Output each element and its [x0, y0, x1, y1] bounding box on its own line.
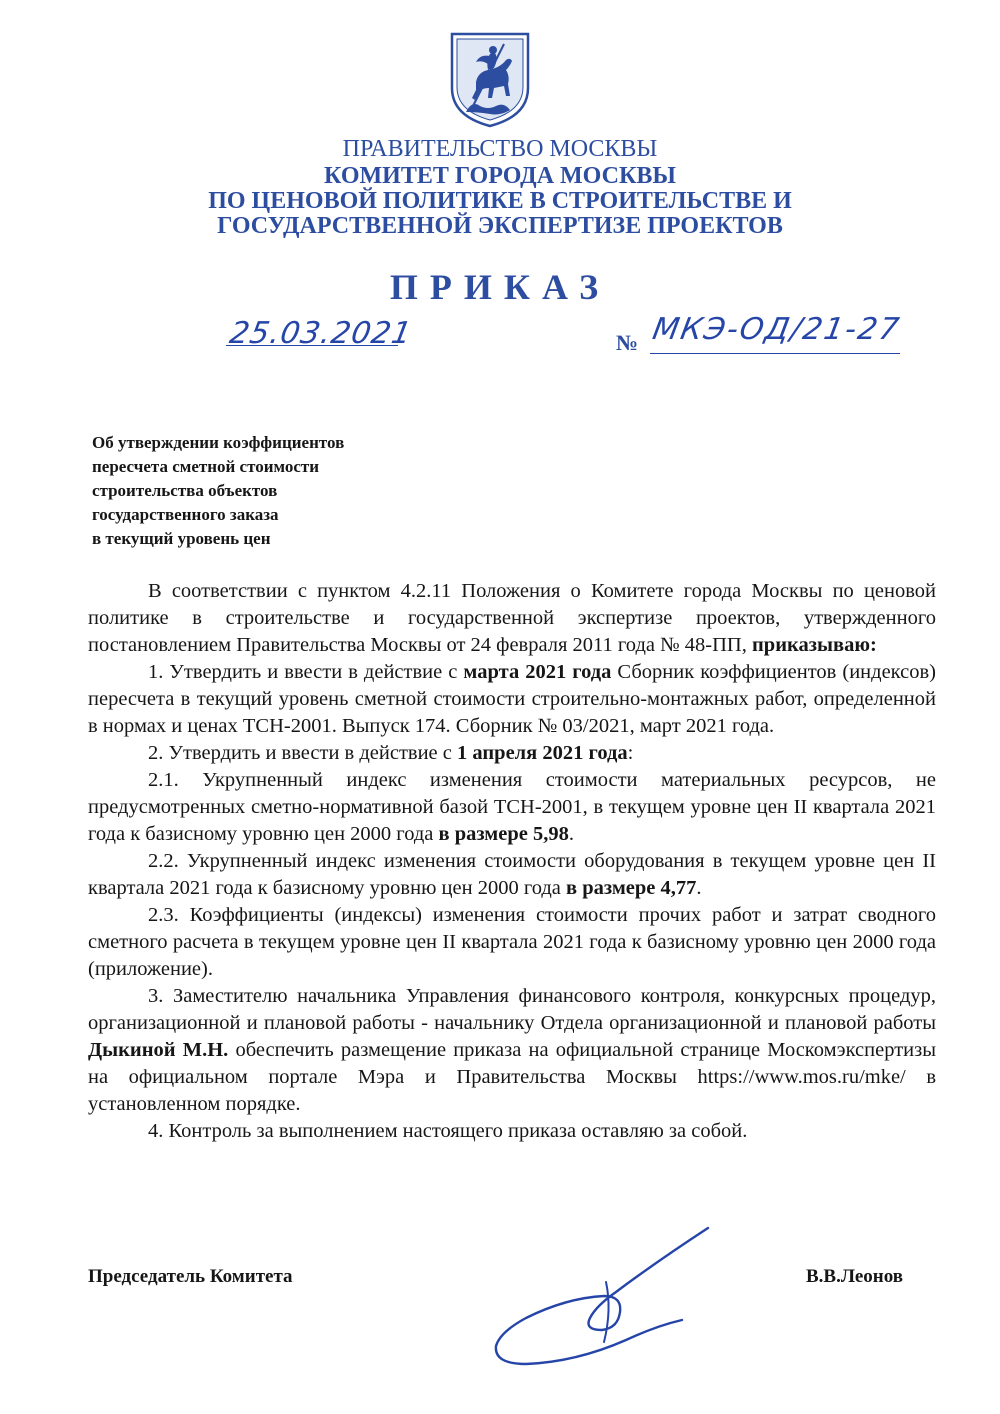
- item-4-paragraph: 4. Контроль за выполнением настоящего приказа оставляю за собой.: [148, 1120, 748, 1142]
- order-body: [88, 578, 936, 1145]
- item-2-paragraph: 2. Утвердить и ввести в действие с 1 апреля 2021 года:: [148, 742, 634, 764]
- item-2-1-paragraph: 2.1. Укрупненный индекс изменения стоимости материальных ресурсов, не предусмотренных сметно-нормативной базой ТСН-2001, в текущем уровне цен II квартала 2021 года к базисному уровню цен 2000 года в размере 5,98.: [88, 769, 936, 845]
- committee-header-line1: КОМИТЕТ ГОРОДА МОСКВЫ: [324, 163, 676, 189]
- signatory-name: В.В.Леонов: [806, 1266, 904, 1287]
- subject-line: государственного заказа: [92, 505, 279, 524]
- handwritten-signature-icon: [486, 1222, 726, 1372]
- order-date: 25.03.2021: [226, 316, 415, 351]
- order-number: МКЭ-ОД/21-27: [649, 312, 904, 347]
- item-3-paragraph: 3. Заместителю начальника Управления финансового контроля, конкурсных процедур, организационной и плановой работы - начальнику Отдела организационной и плановой работы Дыкиной М.Н. обеспечить размещение приказа на официальной странице Москомэкспертизы на официальном портале Мэра и Правительства Москвы https://www.mos.ru/mke/ в установленном порядке.: [88, 985, 936, 1115]
- subject-line: Об утверждении коэффициентов: [92, 433, 345, 452]
- item-1-paragraph: 1. Утвердить и ввести в действие с марта 2021 года Сборник коэффициентов (индексов) пересчета в текущий уровень сметной стоимости строительно-монтажных работ, определенной в нормах и ценах ТСН-2001. Выпуск 174. Сборник № 03/2021, март 2021 года.: [88, 661, 936, 737]
- preamble-paragraph: В соответствии с пунктом 4.2.11 Положения о Комитете города Москвы по ценовой политике в строительстве и государственной экспертизе проектов, утвержденного постановлением Правительства Москвы от 24 февраля 2011 года № 48-ПП, приказываю:: [88, 580, 936, 656]
- number-underline: [650, 353, 900, 354]
- moscow-coat-of-arms-icon: [448, 30, 532, 128]
- subject-line: пересчета сметной стоимости: [92, 457, 320, 476]
- subject-line: строительства объектов: [92, 481, 278, 500]
- committee-header-line3: ГОСУДАРСТВЕННОЙ ЭКСПЕРТИЗЕ ПРОЕКТОВ: [217, 213, 783, 239]
- item-2-3-paragraph: 2.3. Коэффициенты (индексы) изменения стоимости прочих работ и затрат сводного сметного расчета в текущем уровне цен II квартала 2021 года к базисному уровню цен 2000 года (приложение).: [88, 904, 936, 980]
- order-subject: [92, 431, 422, 551]
- number-sign: №: [616, 330, 639, 355]
- signatory-position: Председатель Комитета: [88, 1266, 293, 1287]
- document-type-title: ПРИКАЗ: [389, 267, 611, 307]
- subject-line: в текущий уровень цен: [92, 529, 271, 548]
- committee-header-line2: ПО ЦЕНОВОЙ ПОЛИТИКЕ В СТРОИТЕЛЬСТВЕ И: [208, 188, 792, 214]
- item-2-2-paragraph: 2.2. Укрупненный индекс изменения стоимости оборудования в текущем уровне цен II квартала 2021 года к базисному уровню цен 2000 года в размере 4,77.: [88, 850, 936, 899]
- government-header: ПРАВИТЕЛЬСТВО МОСКВЫ: [342, 136, 658, 162]
